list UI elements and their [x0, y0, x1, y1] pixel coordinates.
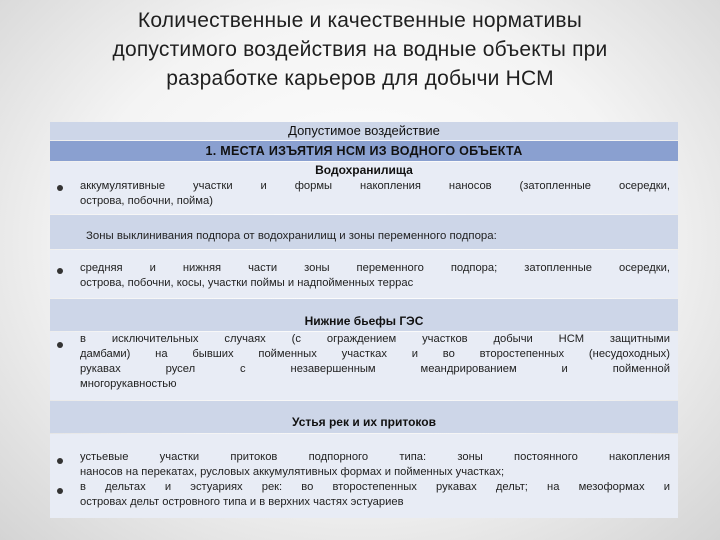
title-line-1: Количественные и качественные нормативы — [137, 9, 583, 32]
mouths-item-b: в дельтах и эстуариях рек: во второстепенных рукавах дельт; на мезоформах и островах дельт островного типа и в верхних частях эстуариев — [80, 481, 670, 508]
tailwater-item: в исключительных случаях (с ограждением участков добычи НСМ защитными дамбами) на бывших пойменных участках и во второстепенных (несудоходных) рукавах русел с незавершенным меандрированием и пойменной многорукавностью — [80, 333, 670, 390]
mouths-heading-row — [50, 401, 678, 433]
bullet-icon — [57, 488, 63, 494]
table-header: Допустимое воздействие — [50, 122, 678, 140]
bullet-icon — [57, 342, 63, 348]
backwater-heading-row — [50, 215, 678, 249]
bullet-icon — [57, 185, 63, 191]
tailwater-item-row — [50, 332, 678, 400]
mouths-heading: Устья рек и их притоков — [292, 415, 436, 429]
tailwater-heading: Нижние бьефы ГЭС — [304, 314, 424, 328]
section-heading: 1. МЕСТА ИЗЪЯТИЯ НСМ ИЗ ВОДНОГО ОБЪЕКТА — [50, 141, 678, 161]
backwater-item-row — [50, 250, 678, 298]
slide-title — [20, 6, 700, 93]
reservoirs-heading: Водохранилища — [315, 163, 413, 177]
title-line-2: допустимого воздействия на водные объекты при — [112, 38, 608, 61]
reservoirs-block — [50, 162, 678, 214]
mouths-item-row — [50, 434, 678, 518]
bullet-icon — [57, 268, 63, 274]
reservoirs-item: аккумулятивные участки и формы накопления наносов (затопленные осередки, острова, побочни, пойма) — [80, 180, 670, 207]
bullet-icon — [57, 458, 63, 464]
backwater-heading: Зоны выклинивания подпора от водохранилищ и зоны переменного подпора: — [86, 230, 497, 242]
mouths-item-a: устьевые участки притоков подпорного типа: зоны постоянного накопления наносов на перекатах, русловых аккумулятивных формах и пойменных участках; — [80, 451, 670, 478]
backwater-item: средняя и нижняя части зоны переменного подпора; затопленные осередки, острова, побочни, косы, участки поймы и надпойменных террас — [80, 262, 670, 289]
title-line-3: разработке карьеров для добычи НСМ — [166, 67, 554, 90]
tailwater-heading-row — [50, 299, 678, 331]
